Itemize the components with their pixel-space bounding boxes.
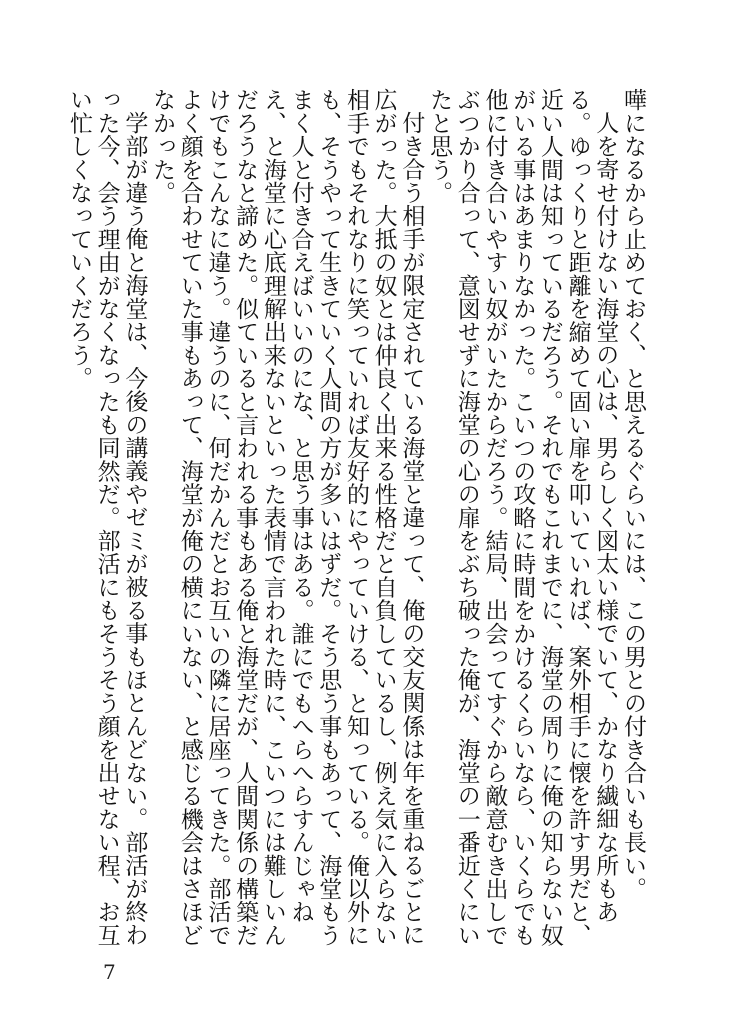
vertical-text-body xyxy=(64,88,646,948)
page-number: 7 xyxy=(103,960,116,984)
paragraph: 学部が違う俺と海堂は、今後の講義やゼミが被る事もほとんどない。部活が終わった今、会う理由がなくなったも同然だ。部活にもそうそう顔を出せない程、お互い忙しくなっていくだろう。 xyxy=(65,88,148,947)
paragraph: 付き合う相手が限定されている海堂と違って、俺の交友関係は年を重ねるごとに広がった。大抵の奴とは仲良く出来る性格だと自負しているし、例え気に入らない相手でもそれなりに笑っていれば友好的にやっていける、と知っている。俺以外にも、そうやって生きていく人間の方が多いはずだ。そう思う事もあって、海堂もうまく人と付き合えばいいのにな、と思う事はある。誰にでもへらへらすんじゃねえ、と海堂に心底理解出来ないといった表情で言われた時に、こいつには難しいんだろうなと諦めた。似ていると言われる事もある俺と海堂だが、人間関係の構築だけでもこんなに違う。違うのに、何だかんだとお互いの隣に居座ってきた。部活でよく顔を合わせていた事もあって、海堂が俺の横にいない、と感じる機会はさほどなかった。 xyxy=(149,88,425,947)
paragraph: 人を寄せ付けない海堂の心は、男らしく図太い様でいて、かなり繊細な所もある。ゆっくりと距離を縮めて固い扉を叩いていれば、案外相手に懐を許す男だと、近い人間は知っているだろう。それでもこれまでに、海堂の周りに俺の知らない奴がいる事はあまりなかった。こいつの攻略に時間をかけるくらいなら、いくらでも他に付き合いやすい奴がいたからだろう。結局、出会ってすぐから敵意むき出しでぶつかり合って、意図せずに海堂の心の扉をぶち破った俺が、海堂の一番近くにいたと思う。 xyxy=(426,88,619,947)
paragraph-continued: 嘩になるから止めておく、と思えるぐらいには、この男との付き合いも長い。 xyxy=(620,88,646,900)
